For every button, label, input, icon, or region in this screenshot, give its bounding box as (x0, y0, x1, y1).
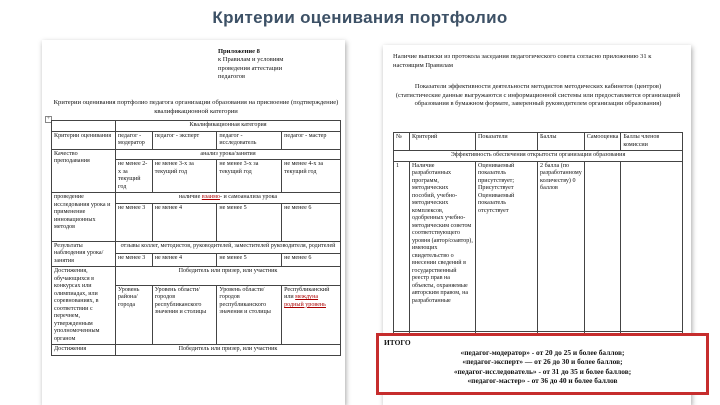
column-header: Баллы (538, 133, 585, 151)
summary-heading: ИТОГО (384, 338, 411, 347)
column-header: № (394, 133, 410, 151)
table-cell (52, 121, 116, 132)
row-points: 2 балла (по разработанному количеству) 0 баллов (538, 161, 585, 331)
column-header: Показатели (476, 133, 538, 151)
row-span-label: отзывы коллег, методистов, руководителей, заместителей руководителя, родителей (116, 241, 341, 254)
row-indicators: Оцениваемый показатель присутствует; Присутствует Оцениваемый показатель отсутствует (476, 161, 538, 331)
appendix-line: педагогов (218, 72, 246, 80)
table-cell: не менее 2-х за текущий год (116, 160, 153, 193)
table-cell: не менее 3 (116, 203, 153, 241)
summary-line: «педагог-эксперт» — от 26 до 30 и более баллов; (462, 357, 623, 366)
table-cell (584, 161, 621, 331)
row-number: 1 (394, 161, 410, 331)
summary-box (376, 333, 709, 395)
table-cell: не менее 5 (217, 203, 282, 241)
table-move-handle-icon[interactable]: + (46, 116, 51, 122)
column-header: педагог - модератор (116, 131, 153, 149)
row-span-label: Победитель или призер, или участник (116, 345, 341, 356)
appendix-line: проведения аттестации (218, 64, 283, 72)
cell-link[interactable]: междуна родный уровень (284, 294, 326, 308)
appendix-line: к Правилам и условиям (218, 56, 284, 64)
table-group-header: Квалификационная категория (116, 121, 341, 132)
row-criterion: Достижения (52, 345, 116, 356)
indicators-text: Показатели эффективности деятельности методистов методических кабинетов (центров) (статистические данные выгружаются с информационной системы или предоставляется организацией образования в бумажном формате, заверенный руководителем организации образования) (395, 83, 681, 107)
criteria-table (51, 120, 341, 356)
table-cell (282, 285, 341, 344)
column-header: Баллы членов комиссии (621, 133, 683, 151)
row-criterion: Качество преподавания (52, 149, 116, 193)
appendix-header (218, 48, 336, 81)
summary-line: «педагог-модератор» - от 20 до 25 и более баллов; (460, 347, 625, 357)
span-text: наличие (178, 194, 202, 200)
table-cell: не менее 4 (152, 254, 217, 267)
table-cell: не менее 4-х за текущий год (282, 160, 341, 193)
row-criterion: Результаты наблюдения урока/занятия (52, 241, 116, 267)
table-cell: не менее 4 (152, 203, 217, 241)
row-criterion: Наличие разработанных программ, методических пособий, учебно-методических комплексов, одобренных учебно-методическим советом соответствующего уровня (автор/соавтор), имеющих свидетельство о внесении сведений в государственный реестр прав на объекты, охраняемые авторским правом, на разработанные (410, 161, 476, 331)
column-header: педагог - исследователь (217, 131, 282, 149)
slide-title: Критерии оценивания портфолио (212, 8, 508, 27)
row-criterion: Достижения, обучающихся в конкурсах или олимпиадах, или соревнованиях, в соответствии с перечнем, утвержденным уполномоченным органом (52, 267, 116, 345)
row-span-label: анализ урока/занятия (116, 149, 341, 160)
table-cell: не менее 3-х за текущий год (152, 160, 217, 193)
intro-text: Наличие выписки из протокола заседания педагогического совета согласно приложению 31 к настоящим Правилам (393, 53, 652, 69)
column-header: педагог - мастер (282, 131, 341, 149)
column-header: педагог - эксперт (152, 131, 217, 149)
row-span-label: Победитель или призер, или участник (116, 267, 341, 286)
table-cell: не менее 3 (116, 254, 153, 267)
section-row: Эффективность обеспечения открытости организации образования (394, 151, 683, 162)
document-title: Критерии оценивания портфолио педагога организации образования на присвоение (подтверждение) квалификационной категории (53, 99, 339, 115)
table-cell: Уровень области/городов республиканского значения и столицы (152, 285, 217, 344)
indicators-table (393, 132, 683, 342)
table-cell: Уровень области/городов республиканского значения и столицы (217, 285, 282, 344)
left-document (42, 40, 345, 405)
span-link[interactable]: взаимо (201, 194, 220, 200)
span-text: - и самоанализа урока (219, 194, 278, 200)
column-header: Критерий (410, 133, 476, 151)
summary-line: «педагог-исследователь» - от 31 до 35 и более баллов; (453, 366, 632, 376)
row-span-label (116, 193, 341, 204)
row-criterion: проведение исследования урока и применение инновационных методов (52, 193, 116, 242)
table-cell: Уровень района/города (116, 285, 153, 344)
table-cell (621, 161, 683, 331)
summary-line: «педагог-мастер» - от 36 до 40 и более баллов (467, 376, 618, 385)
table-cell: не менее 3-х за текущий год (217, 160, 282, 193)
table-cell: не менее 6 (282, 254, 341, 267)
table-cell: не менее 5 (217, 254, 282, 267)
criteria-header: Критерии оценивания (52, 131, 116, 149)
appendix-title: Приложение 8 (218, 48, 260, 55)
cell-text: Республиканский или (284, 286, 330, 301)
table-cell: не менее 6 (282, 203, 341, 241)
column-header: Самооценка (584, 133, 621, 151)
